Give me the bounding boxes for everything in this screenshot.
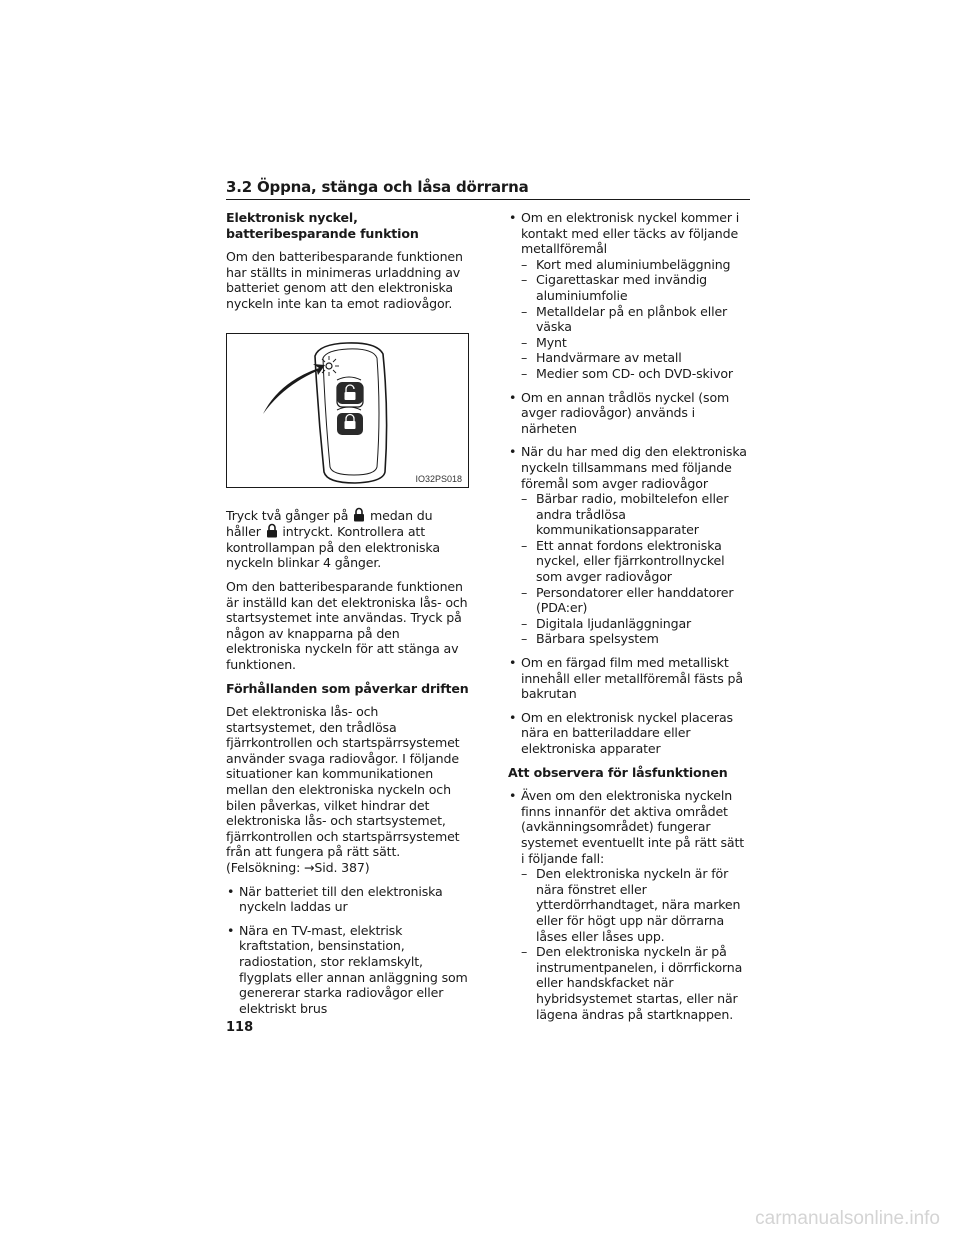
sub-item: – Ett annat fordons elektroniska nyckel, eller fjärrkontrollnyckel som avger radiovågor	[508, 538, 750, 585]
list-item: • Om en elektronisk nyckel placeras nära en batteriladdare eller elektroniska apparater	[508, 710, 750, 757]
paragraph-conditions: Det elektroniska lås- och startsystemet, den trådlösa fjärrkontrollen och startspärrsystemet använder svaga radiovågor. I följande situationer kan kommunikationen mellan den elektroniska nyckeln och bilen påverkas, vilket hindrar det elektroniska lås- och startsystemet, fjärrkontrollen och startspärrsystemet från att fungera på rätt sätt. (Felsökning: →Sid. 387)	[226, 704, 460, 876]
sub-item: – Den elektroniska nyckeln är på instrumentpanelen, i dörrfickorna eller handskfacket när hybridsystemet startas, eller när lägena ändras på startknappen.	[508, 944, 750, 1022]
list-item: • Om en annan trådlös nyckel (som avger radiovågor) används i närheten	[508, 390, 750, 437]
right-column	[508, 210, 750, 1030]
sub-item: – Bärbara spelsystem	[508, 631, 750, 647]
sub-item: – Persondatorer eller handdatorer (PDA:er)	[508, 585, 750, 616]
sub-item: – Handvärmare av metall	[508, 350, 750, 366]
list-item: • När du har med dig den elektroniska nyckeln tillsammans med följande föremål som avger radiovågor – Bärbar radio, mobiltelefon eller andra trådlösa kommunikationsapparater – Ett annat fordons elektroniska nyckel, eller fjärrkontrollnyckel som avger radiovågor – Persondatorer eller handdatorer (PDA:er) – Digitala ljudanläggningar – Bärbara spelsystem	[508, 444, 750, 647]
heading-battery-saving: Elektronisk nyckel, batteribesparande funktion	[226, 210, 419, 241]
sub-item: – Metalldelar på en plånbok eller väska	[508, 304, 750, 335]
sub-item: – Cigarettaskar med invändig aluminiumfolie	[508, 272, 750, 303]
figure-code: IO32PS018	[415, 474, 462, 484]
paragraph-disable-note: Om den batteribesparande funktionen är inställd kan det elektroniska lås- och startsystemet inte användas. Tryck på någon av knapparna på den elektroniska nyckeln för att stänga av funktionen.	[226, 578, 468, 672]
list-item: • Nära en TV-mast, elektrisk kraftstation, bensinstation, radiostation, stor reklamskylt, flygplats eller annan anläggning som genererar starka radiovågor eller elektriskt brus	[226, 923, 470, 1017]
section-header: 3.2 Öppna, stänga och låsa dörrarna	[226, 178, 750, 200]
sub-item: – Mynt	[508, 335, 750, 351]
sub-item: – Bärbar radio, mobiltelefon eller andra trådlösa kommunikationsapparater	[508, 491, 750, 538]
sub-item: – Digitala ljudanläggningar	[508, 616, 750, 632]
lock-icon	[352, 507, 366, 522]
list-item: • När batteriet till den elektroniska nyckeln laddas ur	[226, 884, 470, 915]
list-item: • Om en färgad film med metalliskt innehåll eller metallföremål fästs på bakrutan	[508, 655, 750, 702]
key-illustration	[226, 333, 469, 488]
sub-item: – Kort med aluminiumbeläggning	[508, 257, 750, 273]
sub-list	[508, 257, 750, 382]
lock-icon-2	[265, 523, 279, 538]
sub-item: – Medier som CD- och DVD-skivor	[508, 366, 750, 382]
sub-list	[508, 491, 750, 647]
heading-lock-function: Att observera för låsfunktionen	[508, 764, 728, 780]
paragraph-battery-saving-intro: Om den batteribesparande funktionen har ställts in minimeras urladdning av batteriet genom att den elektroniska nyckeln inte kan ta emot radiovågor.	[226, 249, 463, 311]
sub-item: – Den elektroniska nyckeln är för nära fönstret eller ytterdörrhandtaget, nära marken eller för högt upp när dörrarna låses eller låses upp.	[508, 866, 750, 944]
list-item: • Även om den elektroniska nyckeln finns innanför det aktiva området (avkänningsområdet) fungerar systemet eventuellt inte på rätt sätt i följande fall: – Den elektroniska nyckeln är för nära fönstret eller ytterdörrhandtaget, nära marken eller för högt upp när dörrarna låses eller låses upp. – Den elektroniska nyckeln är på instrumentpanelen, i dörrfickorna eller handskfacket när hybridsystemet startas, eller när lägena ändras på startknappen.	[508, 788, 750, 1022]
electronic-key-icon	[227, 334, 470, 489]
paragraph-press-instructions: Tryck två gånger på medan du håller intryckt. Kontrollera att kontrollampan på den elektroniska nyckeln blinkar 4 gånger.	[226, 507, 440, 571]
watermark: carmanualsonline.info	[755, 1208, 940, 1229]
sub-list	[508, 866, 750, 1022]
heading-conditions: Förhållanden som påverkar driften	[226, 680, 469, 696]
page-number: 118	[226, 1020, 254, 1035]
list-item: • Om en elektronisk nyckel kommer i kontakt med eller täcks av följande metallföremål – Kort med aluminiumbeläggning – Cigarettaskar med invändig aluminiumfolie – Metalldelar på en plånbok eller väska – Mynt – Handvärmare av metall – Medier som CD- och DVD-skivor	[508, 210, 750, 382]
